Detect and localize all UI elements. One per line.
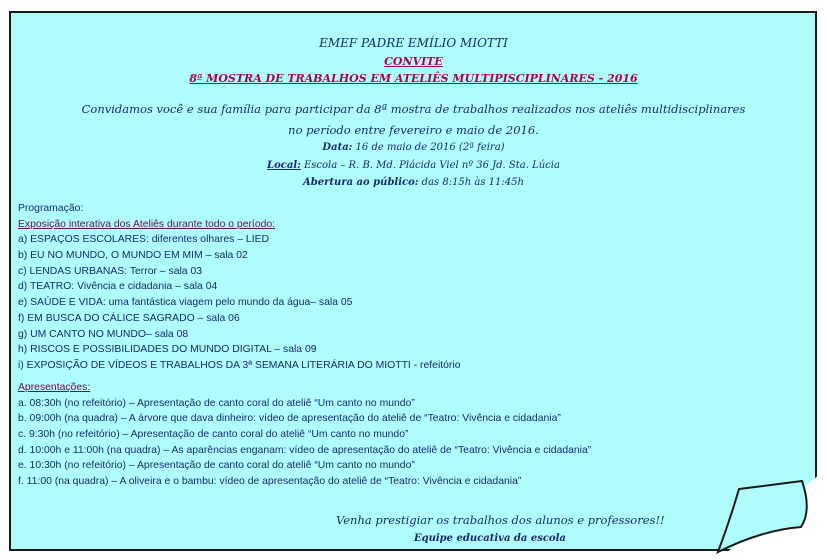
list-item: c) LENDAS URBANAS: Terror – sala 03 [18,265,203,277]
programacao-subtitle: Exposição interativa dos Ateliês durante todo o período: [18,218,276,230]
date-value: 16 de maio de 2016 (2ª feira) [352,142,505,153]
list-item: i) EXPOSIÇÃO DE VÍDEOS E TRABALHOS DA 3ª SEMANA LITERÁRIA DO MIOTTI - refeitório [18,359,461,371]
list-item: a) ESPAÇOS ESCOLARES: diferentes olhares – LIED [18,234,270,246]
programacao-title: Programação: [18,203,84,214]
event-location [0,160,827,171]
opening-label: Abertura ao público: [303,177,419,188]
list-item: d. 10:00h e 11:00h (na quadra) – As aparências enganam: vídeo de apresentação do ateliê de “Teatro: Vivência e cidadania” [18,444,592,456]
closing-message: Venha prestigiar os trabalhos dos alunos e professores!! [336,513,665,527]
apresentacoes-title: Apresentações: [18,382,91,393]
programacao-section [18,201,460,374]
list-item: f. 11:00 (na quadra) – A oliveira e o bambu: vídeo de apresentação do ateliê de “Teatro: Vivência e cidadania” [18,476,522,488]
list-item: f) EM BUSCA DO CÁLICE SAGRADO – sala 06 [18,312,240,324]
location-value: Escola – R. B. Md. Plácida Viel nº 36 Jd. Sta. Lúcia [300,160,560,171]
list-item: e. 10:30h (no refeitório) – Apresentação de canto coral do ateliê “Um canto no mundo” [18,460,415,472]
school-name: EMEF PADRE EMÍLIO MIOTTI [319,36,508,50]
event-title: 8ª MOSTRA DE TRABALHOS EM ATELIÊS MULTIPISCIPLINARES - 2016 [189,72,638,85]
signature: Equipe educativa da escola [414,533,566,544]
list-item: h) RISCOS E POSSIBILIDADES DO MUNDO DIGITAL – sala 09 [18,344,317,356]
location-label: Local: [267,160,301,171]
list-item: g) UM CANTO NO MUNDO– sala 08 [18,328,189,340]
event-date [0,142,827,153]
apresentacoes-section [18,380,591,490]
opening-hours [0,177,827,188]
intro-line-1: Convidamos você e sua família para participar da 8ª mostra de trabalhos realizados nos ateliês multidisciplinares [81,102,746,116]
list-item: d) TEATRO: Vivência e cidadania – sala 04 [18,281,218,293]
list-item: a. 08:30h (no refeitório) – Apresentação de canto coral do ateliê “Um canto no mundo” [18,397,415,409]
list-item: c. 9:30h (no refeitório) – Apresentação de canto coral do ateliê “Um canto no mundo” [18,429,409,441]
convite-heading: CONVITE [384,55,443,68]
list-item: b. 09:00h (na quadra) – A árvore que dava dinheiro: vídeo de apresentação do ateliê de “Teatro: Vivência e cidadania” [18,413,561,425]
intro-line-2: no período entre fevereiro e maio de 2016. [288,123,539,137]
list-item: b) EU NO MUNDO, O MUNDO EM MIM – sala 02 [18,250,248,262]
opening-value: das 8:15h às 11:45h [418,177,524,188]
date-label: Data: [322,142,353,153]
list-item: e) SAÚDE E VIDA: uma fantástica viagem pelo mundo da água– sala 05 [18,297,353,309]
